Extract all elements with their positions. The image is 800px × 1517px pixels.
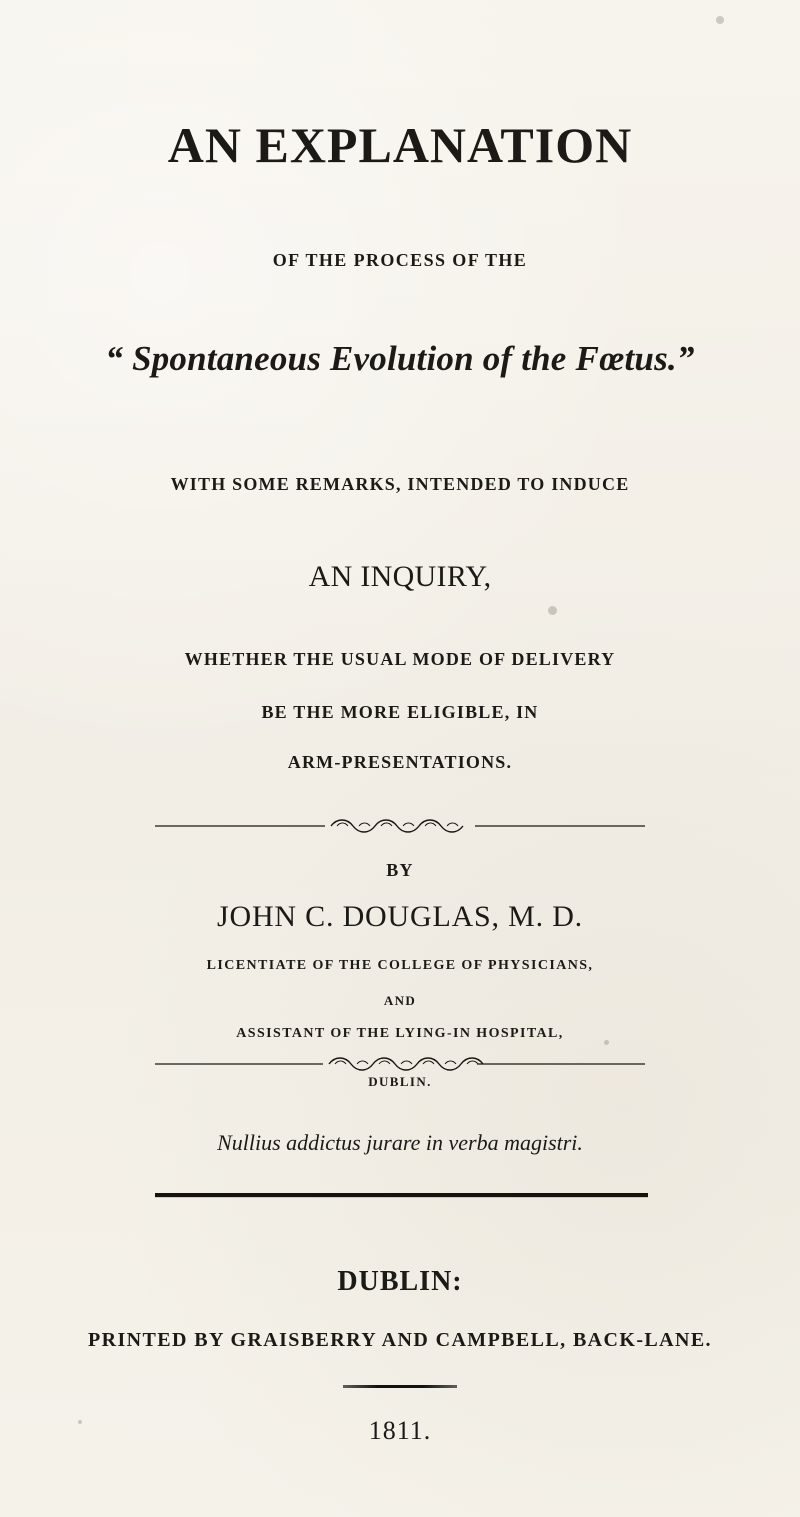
- title-subline-4: WHETHER THE USUAL MODE OF DELIVERY: [184, 649, 616, 669]
- thick-rule: [155, 1193, 648, 1197]
- printer-line: PRINTED BY GRAISBERRY AND CAMPBELL, BACK-LANE.: [88, 1329, 712, 1351]
- imprint-place: DUBLIN:: [337, 1266, 463, 1297]
- credential-line-1: LICENTIATE OF THE COLLEGE OF PHYSICIANS,: [206, 958, 594, 973]
- title-subline-6: ARM-PRESENTATIONS.: [287, 752, 513, 772]
- credential-line-3: ASSISTANT OF THE LYING-IN HOSPITAL,: [236, 1026, 564, 1041]
- quoted-title: “ Spontaneous Evolution of the Fœtus.”: [105, 339, 695, 378]
- credential-line-2: AND: [383, 993, 417, 1008]
- title-subline-3: AN INQUIRY,: [308, 560, 492, 593]
- paper-speck: [548, 606, 557, 615]
- title-subline-1: OF THE PROCESS OF THE: [272, 250, 528, 270]
- title-subline-5: BE THE MORE ELIGIBLE, IN: [261, 702, 539, 722]
- decorative-rule-icon: [155, 1054, 645, 1074]
- publication-year: 1811.: [368, 1416, 432, 1445]
- page-title: AN EXPLANATION: [167, 117, 633, 173]
- credential-line-4: DUBLIN.: [368, 1074, 432, 1089]
- short-rule: [343, 1385, 457, 1388]
- by-label: BY: [386, 860, 414, 880]
- author-name: JOHN C. DOUGLAS, M. D.: [217, 900, 583, 933]
- decorative-rule-icon: [155, 816, 645, 836]
- paper-speck: [716, 16, 724, 24]
- latin-motto: Nullius addictus jurare in verba magistri.: [217, 1130, 583, 1155]
- title-subline-2: WITH SOME REMARKS, INTENDED TO INDUCE: [170, 474, 630, 494]
